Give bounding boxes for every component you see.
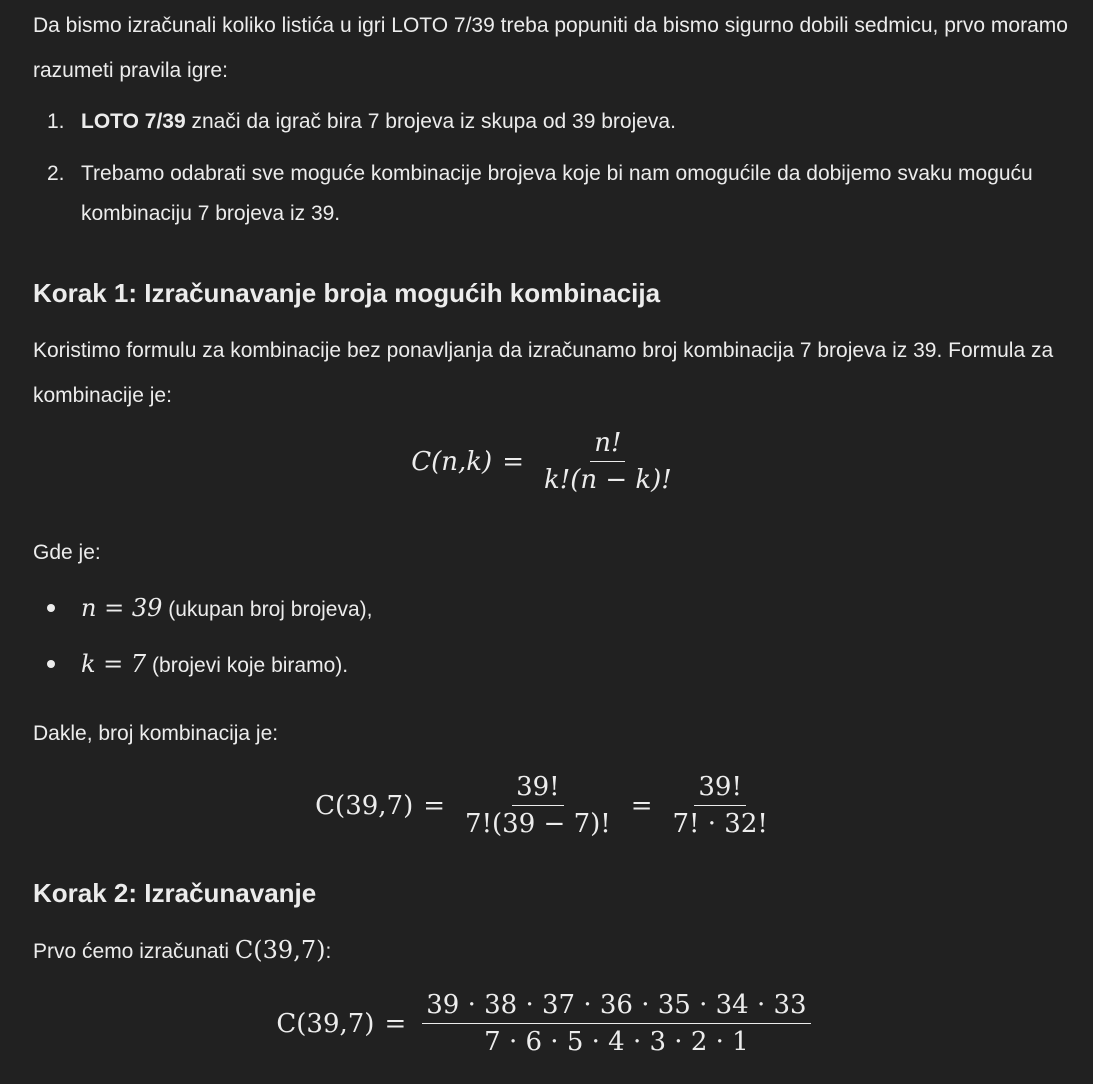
fraction [422,990,810,1057]
equals-sign: = [630,790,653,821]
list-item [33,642,1078,688]
numerator: n! [590,428,625,462]
list-item [33,586,1078,632]
numerator: 39! [694,772,746,806]
equals-sign: = [423,790,446,821]
formula-combination [0,428,1093,495]
step1-heading: Korak 1: Izračunavanje broja mogućih kombinacija [33,278,661,308]
equals-sign: = [384,1008,407,1039]
fraction [461,772,615,839]
step1-paragraph: Koristimo formulu za kombinacije bez ponavljanja da izračunamo broj kombinacija 7 brojeva iz 39. Formula za kombinacije je: [33,339,1054,407]
list-item-text: (brojevi koje biramo). [146,654,349,677]
denominator: 7!(39 − 7)! [465,809,611,839]
fraction [540,428,676,495]
list-item [33,102,1078,142]
formula-lhs: C(39,7) [315,790,414,821]
step2-text-end: : [325,940,332,963]
list-item [33,154,1078,234]
inline-math: C(39,7) [234,936,326,964]
numerator: 39 · 38 · 37 · 36 · 35 · 34 · 33 [422,990,810,1024]
formula-lhs: C(n,k) [411,446,493,477]
list-number: 2. [47,162,65,185]
equals-sign: = [502,446,524,477]
denominator: 7! · 32! [672,809,768,839]
denominator: 7 · 6 · 5 · 4 · 3 · 2 · 1 [484,1027,749,1057]
bold-term: LOTO 7/39 [81,110,186,133]
formula-lhs: C(39,7) [276,1008,375,1039]
list-item-text: znači da igrač bira 7 brojeva iz skupa od 39 brojeva. [185,110,676,133]
variables-list [33,586,1078,688]
fraction [669,772,772,839]
inline-math: n = 39 [81,594,163,622]
formula-expanded [0,990,1093,1057]
bullet-icon [47,660,55,668]
where-label: Gde je: [33,541,101,564]
list-item-text: (ukupan broj brojeva), [162,598,373,621]
denominator: k!(n − k)! [543,465,672,495]
intro-paragraph: Da bismo izračunali koliko listića u igri LOTO 7/39 treba popuniti da bismo sigurno dobili sedmicu, prvo moramo razumeti pravila igre: [33,14,1068,82]
bullet-icon [47,604,55,612]
step2-text: Prvo ćemo izračunati [33,940,235,963]
rules-list [33,102,1078,234]
list-number: 1. [47,110,65,133]
list-item-text: Trebamo odabrati sve moguće kombinacije brojeva koje bi nam omogućile da dobijemo svaku moguću kombinaciju 7 brojeva iz 39. [81,162,1033,225]
numerator: 39! [512,772,564,806]
so-label: Dakle, broj kombinacija je: [33,722,279,745]
inline-math: k = 7 [81,650,147,678]
step2-paragraph [33,928,1078,974]
step2-heading: Korak 2: Izračunavanje [33,878,317,908]
formula-c39-7 [0,772,1093,839]
